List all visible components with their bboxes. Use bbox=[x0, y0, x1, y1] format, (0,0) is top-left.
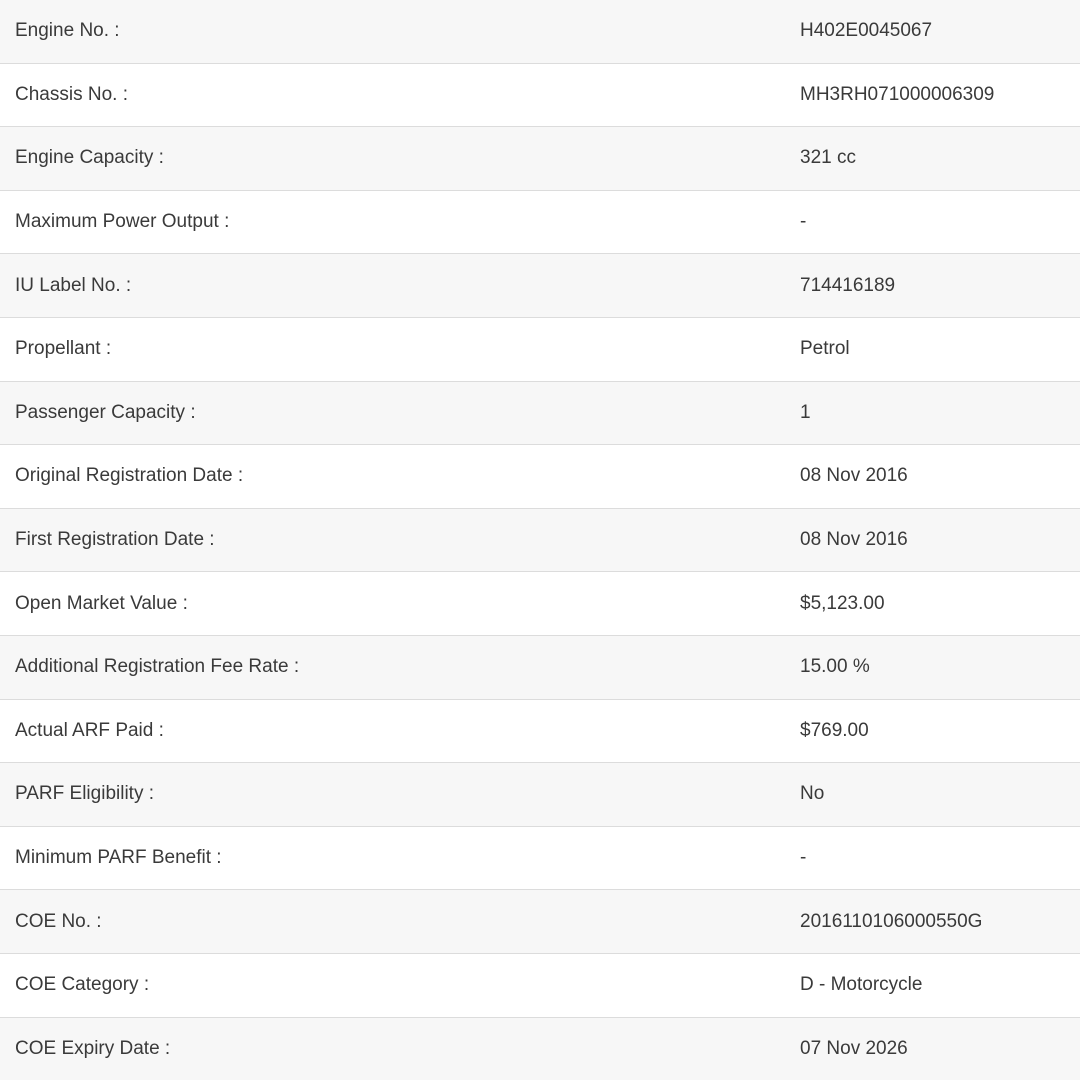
detail-value: 07 Nov 2026 bbox=[800, 1037, 908, 1059]
detail-label: Chassis No. : bbox=[15, 83, 128, 105]
detail-row-coe-category bbox=[0, 954, 1080, 1018]
detail-label: Engine Capacity : bbox=[15, 147, 164, 169]
detail-row-open-market-value bbox=[0, 572, 1080, 636]
detail-row-first-registration-date bbox=[0, 509, 1080, 573]
detail-row-engine-capacity bbox=[0, 127, 1080, 191]
detail-value: 1 bbox=[800, 401, 811, 423]
detail-value: No bbox=[800, 783, 825, 805]
detail-label: Original Registration Date : bbox=[15, 465, 244, 487]
detail-label: Additional Registration Fee Rate : bbox=[15, 656, 300, 678]
detail-value: MH3RH071000006309 bbox=[800, 83, 995, 105]
detail-label: First Registration Date : bbox=[15, 529, 215, 551]
detail-row-actual-arf-paid bbox=[0, 700, 1080, 764]
detail-row-iu-label-no bbox=[0, 254, 1080, 318]
detail-row-propellant bbox=[0, 318, 1080, 382]
detail-row-minimum-parf-benefit bbox=[0, 827, 1080, 891]
detail-row-arf-rate bbox=[0, 636, 1080, 700]
detail-label: Engine No. : bbox=[15, 20, 120, 42]
detail-row-maximum-power-output bbox=[0, 191, 1080, 255]
detail-label: Actual ARF Paid : bbox=[15, 719, 164, 741]
detail-row-parf-eligibility bbox=[0, 763, 1080, 827]
detail-row-engine-no bbox=[0, 0, 1080, 64]
detail-row-original-registration-date bbox=[0, 445, 1080, 509]
detail-value: Petrol bbox=[800, 338, 850, 360]
detail-row-chassis-no bbox=[0, 64, 1080, 128]
detail-value: - bbox=[800, 211, 807, 233]
detail-value: - bbox=[800, 847, 807, 869]
detail-value: 714416189 bbox=[800, 274, 896, 296]
detail-value: 2016110106000550G bbox=[800, 910, 983, 932]
detail-value: $769.00 bbox=[800, 719, 869, 741]
detail-label: COE Expiry Date : bbox=[15, 1037, 171, 1059]
detail-row-coe-expiry-date bbox=[0, 1018, 1080, 1080]
detail-label: COE Category : bbox=[15, 974, 150, 996]
detail-value: $5,123.00 bbox=[800, 592, 885, 614]
detail-label: IU Label No. : bbox=[15, 274, 132, 296]
detail-label: COE No. : bbox=[15, 910, 102, 932]
detail-value: D - Motorcycle bbox=[800, 974, 923, 996]
detail-label: Open Market Value : bbox=[15, 592, 188, 614]
detail-label: Propellant : bbox=[15, 338, 112, 360]
detail-label: Maximum Power Output : bbox=[15, 211, 230, 233]
detail-value: 08 Nov 2016 bbox=[800, 465, 908, 487]
detail-value: 15.00 % bbox=[800, 656, 870, 678]
detail-label: Passenger Capacity : bbox=[15, 401, 196, 423]
detail-value: 08 Nov 2016 bbox=[800, 529, 908, 551]
detail-row-passenger-capacity bbox=[0, 382, 1080, 446]
detail-row-coe-no bbox=[0, 890, 1080, 954]
detail-value: 321 cc bbox=[800, 147, 856, 169]
detail-value: H402E0045067 bbox=[800, 20, 933, 42]
detail-label: Minimum PARF Benefit : bbox=[15, 847, 222, 869]
detail-label: PARF Eligibility : bbox=[15, 783, 155, 805]
